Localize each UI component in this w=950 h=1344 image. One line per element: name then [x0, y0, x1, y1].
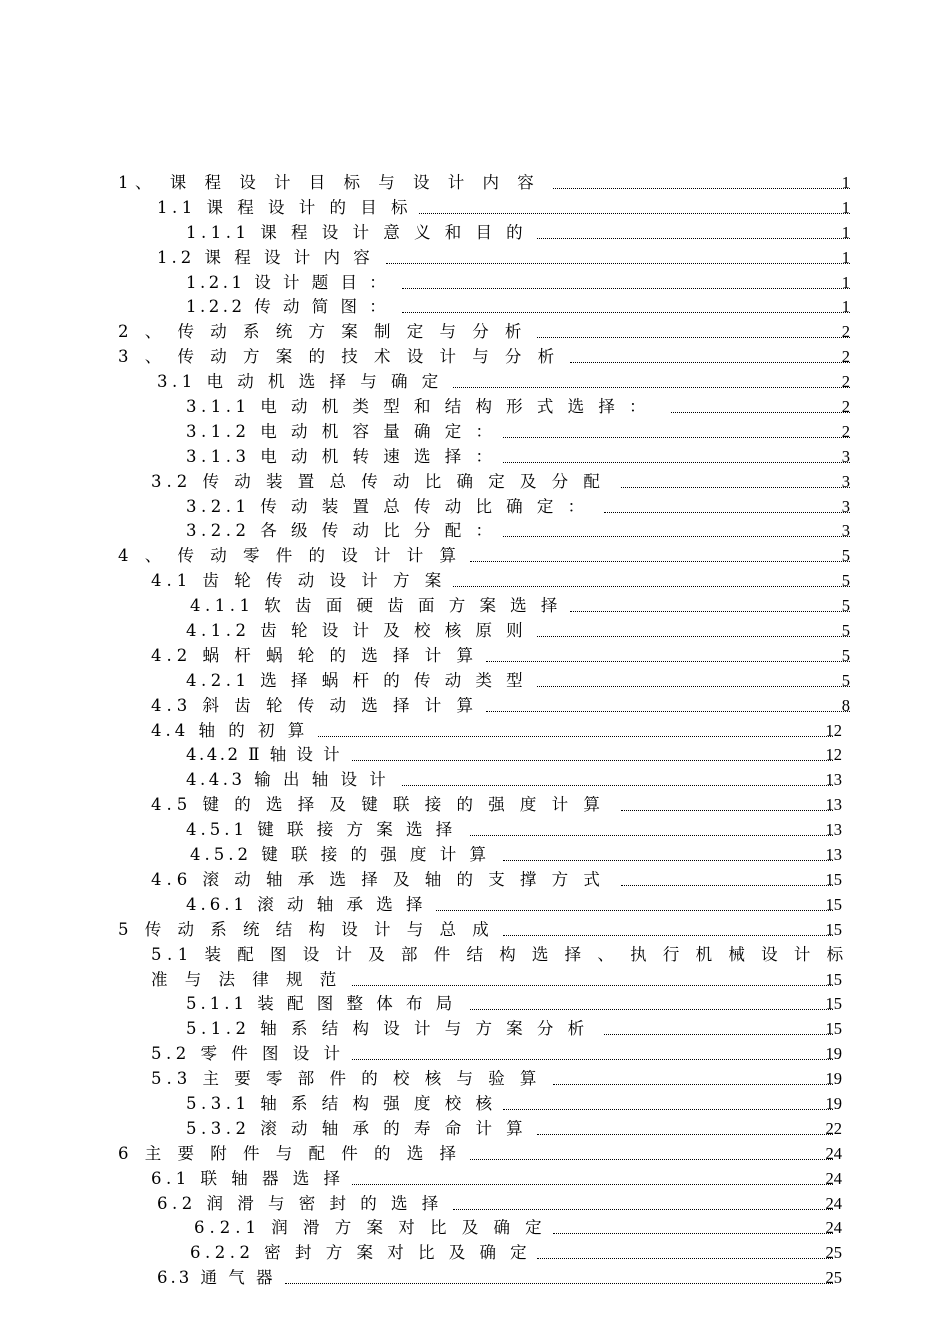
dot-leader [537, 1134, 833, 1135]
toc-entry[interactable] [0, 868, 950, 893]
toc-entry-page: 1 [841, 272, 850, 292]
toc-entry-page: 2 [841, 322, 850, 342]
toc-entry-title: 5 传 动 系 统 结 构 设 计 与 总 成 [118, 919, 495, 939]
dot-leader [604, 1034, 833, 1035]
dot-leader [352, 1184, 833, 1185]
dot-leader [570, 611, 850, 612]
toc-entry-title: 1.2.2 传 动 简 图 ： [186, 297, 390, 317]
toc-entry-title: 1.1 课 程 设 计 的 目 标 [157, 197, 412, 217]
toc-entry-title: 4.1.2 齿 轮 设 计 及 校 核 原 则 [186, 621, 528, 641]
toc-entry[interactable] [0, 1042, 950, 1067]
toc-entry-title: 3.2.1 传 动 装 置 总 传 动 比 确 定 ： [186, 496, 589, 516]
dot-leader [402, 288, 850, 289]
toc-entry[interactable] [0, 196, 950, 221]
toc-entry-page: 1 [841, 297, 850, 317]
dot-leader [553, 1084, 833, 1085]
toc-entry-page: 15 [825, 994, 842, 1014]
toc-entry-page: 13 [825, 845, 842, 865]
toc-entry-page: 25 [825, 1243, 842, 1263]
toc-entry[interactable] [0, 1241, 950, 1266]
toc-entry-page: 13 [825, 820, 842, 840]
toc-entry-page: 8 [841, 695, 850, 715]
toc-entry[interactable] [0, 246, 950, 271]
toc-entry-title: 4.4.2 Ⅱ 轴 设 计 [186, 745, 343, 765]
toc-entry-page: 24 [825, 1193, 842, 1213]
toc-entry[interactable] [0, 719, 950, 744]
toc-entry-page: 24 [825, 1218, 842, 1238]
toc-entry-page: 15 [825, 1019, 842, 1039]
toc-entry-title: 5.1.1 装 配 图 整 体 布 局 [186, 994, 457, 1014]
toc-entry-page: 3 [841, 446, 850, 466]
toc-entry-title: 4.5.1 键 联 接 方 案 选 择 [186, 820, 457, 840]
toc-entry[interactable] [0, 495, 950, 520]
toc-entry-page: 19 [825, 1069, 842, 1089]
toc-entry-page: 1 [841, 173, 850, 192]
dot-leader [470, 1009, 833, 1010]
toc-entry-page: 15 [825, 919, 842, 939]
toc-entry[interactable] [0, 420, 950, 445]
dot-leader [453, 387, 850, 388]
toc-entry-title: 1.2 课 程 设 计 内 容 [157, 247, 374, 267]
toc-entry[interactable] [0, 221, 950, 246]
toc-entry[interactable] [0, 818, 950, 843]
toc-entry-title: 2 、 传 动 系 统 方 案 制 定 与 分 析 [118, 322, 527, 342]
toc-entry-page: 3 [841, 521, 850, 541]
toc-entry-title: 4.6 滚 动 轴 承 选 择 及 轴 的 支 撑 方 式 [151, 869, 605, 889]
toc-entry[interactable] [0, 619, 950, 644]
toc-entry-page: 2 [841, 421, 850, 441]
dot-leader [553, 1233, 833, 1234]
toc-entry-page: 2 [841, 397, 850, 417]
toc-entry-page: 2 [841, 347, 850, 367]
toc-entry-page: 13 [825, 770, 842, 790]
dot-leader [537, 686, 850, 687]
toc-entry-title: 5.3.2 滚 动 轴 承 的 寿 命 计 算 [186, 1118, 528, 1138]
toc-entry-page: 1 [841, 222, 850, 242]
dot-leader [453, 1209, 833, 1210]
dot-leader [537, 337, 850, 338]
toc-entry-page: 22 [825, 1118, 842, 1138]
toc-entry-title: 3.1.1 电 动 机 类 型 和 结 构 形 式 选 择 ： [186, 397, 651, 417]
dot-leader [621, 885, 833, 886]
dot-leader [470, 561, 850, 562]
toc-entry-title: 6.2.2 密 封 方 案 对 比 及 确 定 [190, 1243, 532, 1263]
toc-entry-title: 1.2.1 设 计 题 目 ： [186, 272, 390, 292]
toc-entry[interactable] [0, 519, 950, 544]
toc-entry[interactable] [0, 793, 950, 818]
toc-entry-page: 15 [825, 969, 842, 989]
toc-entry[interactable] [0, 544, 950, 569]
dot-leader [537, 238, 850, 239]
toc-entry-title: 4.1.1 软 齿 面 硬 齿 面 方 案 选 择 [190, 596, 562, 616]
dot-leader [285, 1283, 833, 1284]
toc-entry-page: 24 [825, 1168, 842, 1188]
dot-leader [537, 636, 850, 637]
toc-entry[interactable] [0, 470, 950, 495]
toc-entry-page: 12 [825, 720, 842, 740]
toc-entry-title: 3.1 电 动 机 选 择 与 确 定 [157, 372, 443, 392]
toc-entry-page: 5 [841, 621, 850, 641]
toc-entry-page: 19 [825, 1044, 842, 1064]
dot-leader [537, 1258, 833, 1259]
toc-entry-title: 6 主 要 附 件 与 配 件 的 选 择 [118, 1143, 462, 1163]
toc-entry[interactable] [0, 1017, 950, 1042]
toc-entry-title: 3.1.2 电 动 机 容 量 确 定 ： [186, 421, 497, 441]
dot-leader [553, 188, 850, 189]
toc-entry[interactable] [0, 320, 950, 345]
dot-leader [486, 661, 850, 662]
toc-entry-title: 5.1 装 配 图 设 计 及 部 件 结 构 选 择 、 执 行 机 械 设 计 标 [151, 944, 849, 964]
toc-entry[interactable] [0, 768, 950, 793]
toc-entry-title: 4.5 键 的 选 择 及 键 联 接 的 强 度 计 算 [151, 795, 605, 815]
toc-entry[interactable] [0, 395, 950, 420]
toc-entry-page: 5 [841, 546, 850, 566]
dot-leader [470, 1159, 833, 1160]
dot-leader [352, 985, 833, 986]
toc-entry[interactable] [0, 992, 950, 1017]
dot-leader [402, 312, 850, 313]
toc-entry-page: 12 [825, 745, 842, 765]
toc-entry[interactable] [0, 669, 950, 694]
toc-entry[interactable] [0, 893, 950, 918]
toc-entry-page: 5 [841, 596, 850, 616]
toc-entry-title: 1.1.1 课 程 设 计 意 义 和 目 的 [186, 222, 528, 242]
toc-entry-page: 1 [841, 197, 850, 217]
toc-entry[interactable] [0, 345, 950, 370]
dot-leader [503, 437, 850, 438]
toc-entry-title: 准 与 法 律 规 范 [151, 969, 343, 989]
toc-entry-title: 1、 课 程 设 计 目 标 与 设 计 内 容 [118, 173, 541, 192]
toc-entry-title: 4.1 齿 轮 传 动 设 计 方 案 [151, 571, 447, 591]
toc-entry[interactable] [0, 743, 950, 768]
toc-entry-title: 4.2 蜗 杆 蜗 轮 的 选 择 计 算 [151, 645, 478, 665]
toc-entry-page: 3 [841, 496, 850, 516]
toc-entry-title: 4.3 斜 齿 轮 传 动 选 择 计 算 [151, 695, 478, 715]
toc-entry-page: 5 [841, 645, 850, 665]
toc-entry[interactable] [0, 171, 950, 196]
toc-entry-title: 4 、 传 动 零 件 的 设 计 计 算 [118, 546, 462, 566]
toc-entry[interactable] [0, 370, 950, 395]
toc-entry[interactable] [0, 644, 950, 669]
toc-entry-title: 4.4 轴 的 初 算 [151, 720, 309, 740]
dot-leader [570, 362, 850, 363]
toc-entry-page: 24 [825, 1143, 842, 1163]
dot-leader [470, 835, 833, 836]
toc-entry[interactable] [0, 1067, 950, 1092]
dot-leader [503, 536, 850, 537]
dot-leader [318, 736, 833, 737]
dot-leader [604, 512, 850, 513]
toc-entry[interactable] [0, 594, 950, 619]
dot-leader [352, 760, 833, 761]
toc-entry-title: 6.2 润 滑 与 密 封 的 选 择 [157, 1193, 443, 1213]
toc-entry-title: 4.2.1 选 择 蜗 杆 的 传 动 类 型 [186, 670, 528, 690]
toc-entry[interactable] [0, 1142, 950, 1167]
toc-entry-title: 5.3.1 轴 系 结 构 强 度 校 核 [186, 1093, 497, 1113]
toc-entry[interactable] [0, 271, 950, 296]
toc-entry[interactable] [0, 295, 950, 320]
dot-leader [503, 860, 833, 861]
toc-entry-title: 5.3 主 要 零 部 件 的 校 核 与 验 算 [151, 1069, 542, 1089]
dot-leader [386, 263, 850, 264]
toc-entry-page: 13 [825, 795, 842, 815]
dot-leader [503, 935, 833, 936]
dot-leader [419, 213, 850, 214]
dot-leader [402, 785, 833, 786]
dot-leader [671, 412, 850, 413]
toc-entry-title: 5.1.2 轴 系 结 构 设 计 与 方 案 分 析 [186, 1019, 589, 1039]
toc-entry[interactable] [0, 968, 950, 993]
dot-leader [503, 462, 850, 463]
toc-entry[interactable] [0, 1266, 950, 1291]
toc-entry[interactable] [0, 1167, 950, 1192]
toc-entry-title: 3 、 传 动 方 案 的 技 术 设 计 与 分 析 [118, 347, 560, 367]
toc-entry-page: 25 [825, 1268, 842, 1288]
toc-entry[interactable] [0, 1216, 950, 1241]
toc-entry-page: 15 [825, 894, 842, 914]
toc-entry-title: 4.6.1 滚 动 轴 承 选 择 [186, 894, 427, 914]
toc-entry[interactable] [0, 569, 950, 594]
dot-leader [621, 487, 850, 488]
toc-entry-page: 1 [841, 247, 850, 267]
toc-entry-page: 5 [841, 571, 850, 591]
toc-entry-title: 3.2.2 各 级 传 动 比 分 配 ： [186, 521, 497, 541]
dot-leader [453, 586, 850, 587]
toc-entry-page: 3 [841, 471, 850, 491]
toc-entry-title: 3.2 传 动 装 置 总 传 动 比 确 定 及 分 配 [151, 471, 605, 491]
dot-leader [436, 910, 833, 911]
toc-entry[interactable] [0, 445, 950, 470]
table-of-contents [0, 171, 950, 1291]
toc-entry-title: 6.2.1 润 滑 方 案 对 比 及 确 定 [194, 1218, 547, 1238]
toc-entry-page: 5 [841, 670, 850, 690]
toc-entry[interactable] [0, 694, 950, 719]
toc-entry-title: 4.4.3 输 出 轴 设 计 [186, 770, 390, 790]
toc-entry[interactable] [0, 843, 950, 868]
toc-entry-page: 19 [825, 1093, 842, 1113]
toc-entry-title: 5.2 零 件 图 设 计 [151, 1044, 345, 1064]
toc-entry-page: 15 [825, 869, 842, 889]
toc-entry[interactable] [0, 943, 950, 968]
dot-leader [352, 1059, 833, 1060]
dot-leader [486, 711, 850, 712]
toc-entry[interactable] [0, 1117, 950, 1142]
dot-leader [621, 810, 833, 811]
toc-entry-page: 2 [841, 372, 850, 392]
toc-entry-title: 6.3 通 气 器 [157, 1268, 276, 1288]
toc-entry[interactable] [0, 918, 950, 943]
toc-entry-title: 4.5.2 键 联 接 的 强 度 计 算 [190, 845, 490, 865]
toc-entry-title: 6.1 联 轴 器 选 择 [151, 1168, 345, 1188]
toc-entry[interactable] [0, 1092, 950, 1117]
toc-entry-title: 3.1.3 电 动 机 转 速 选 择 ： [186, 446, 497, 466]
toc-entry[interactable] [0, 1192, 950, 1217]
dot-leader [503, 1109, 833, 1110]
